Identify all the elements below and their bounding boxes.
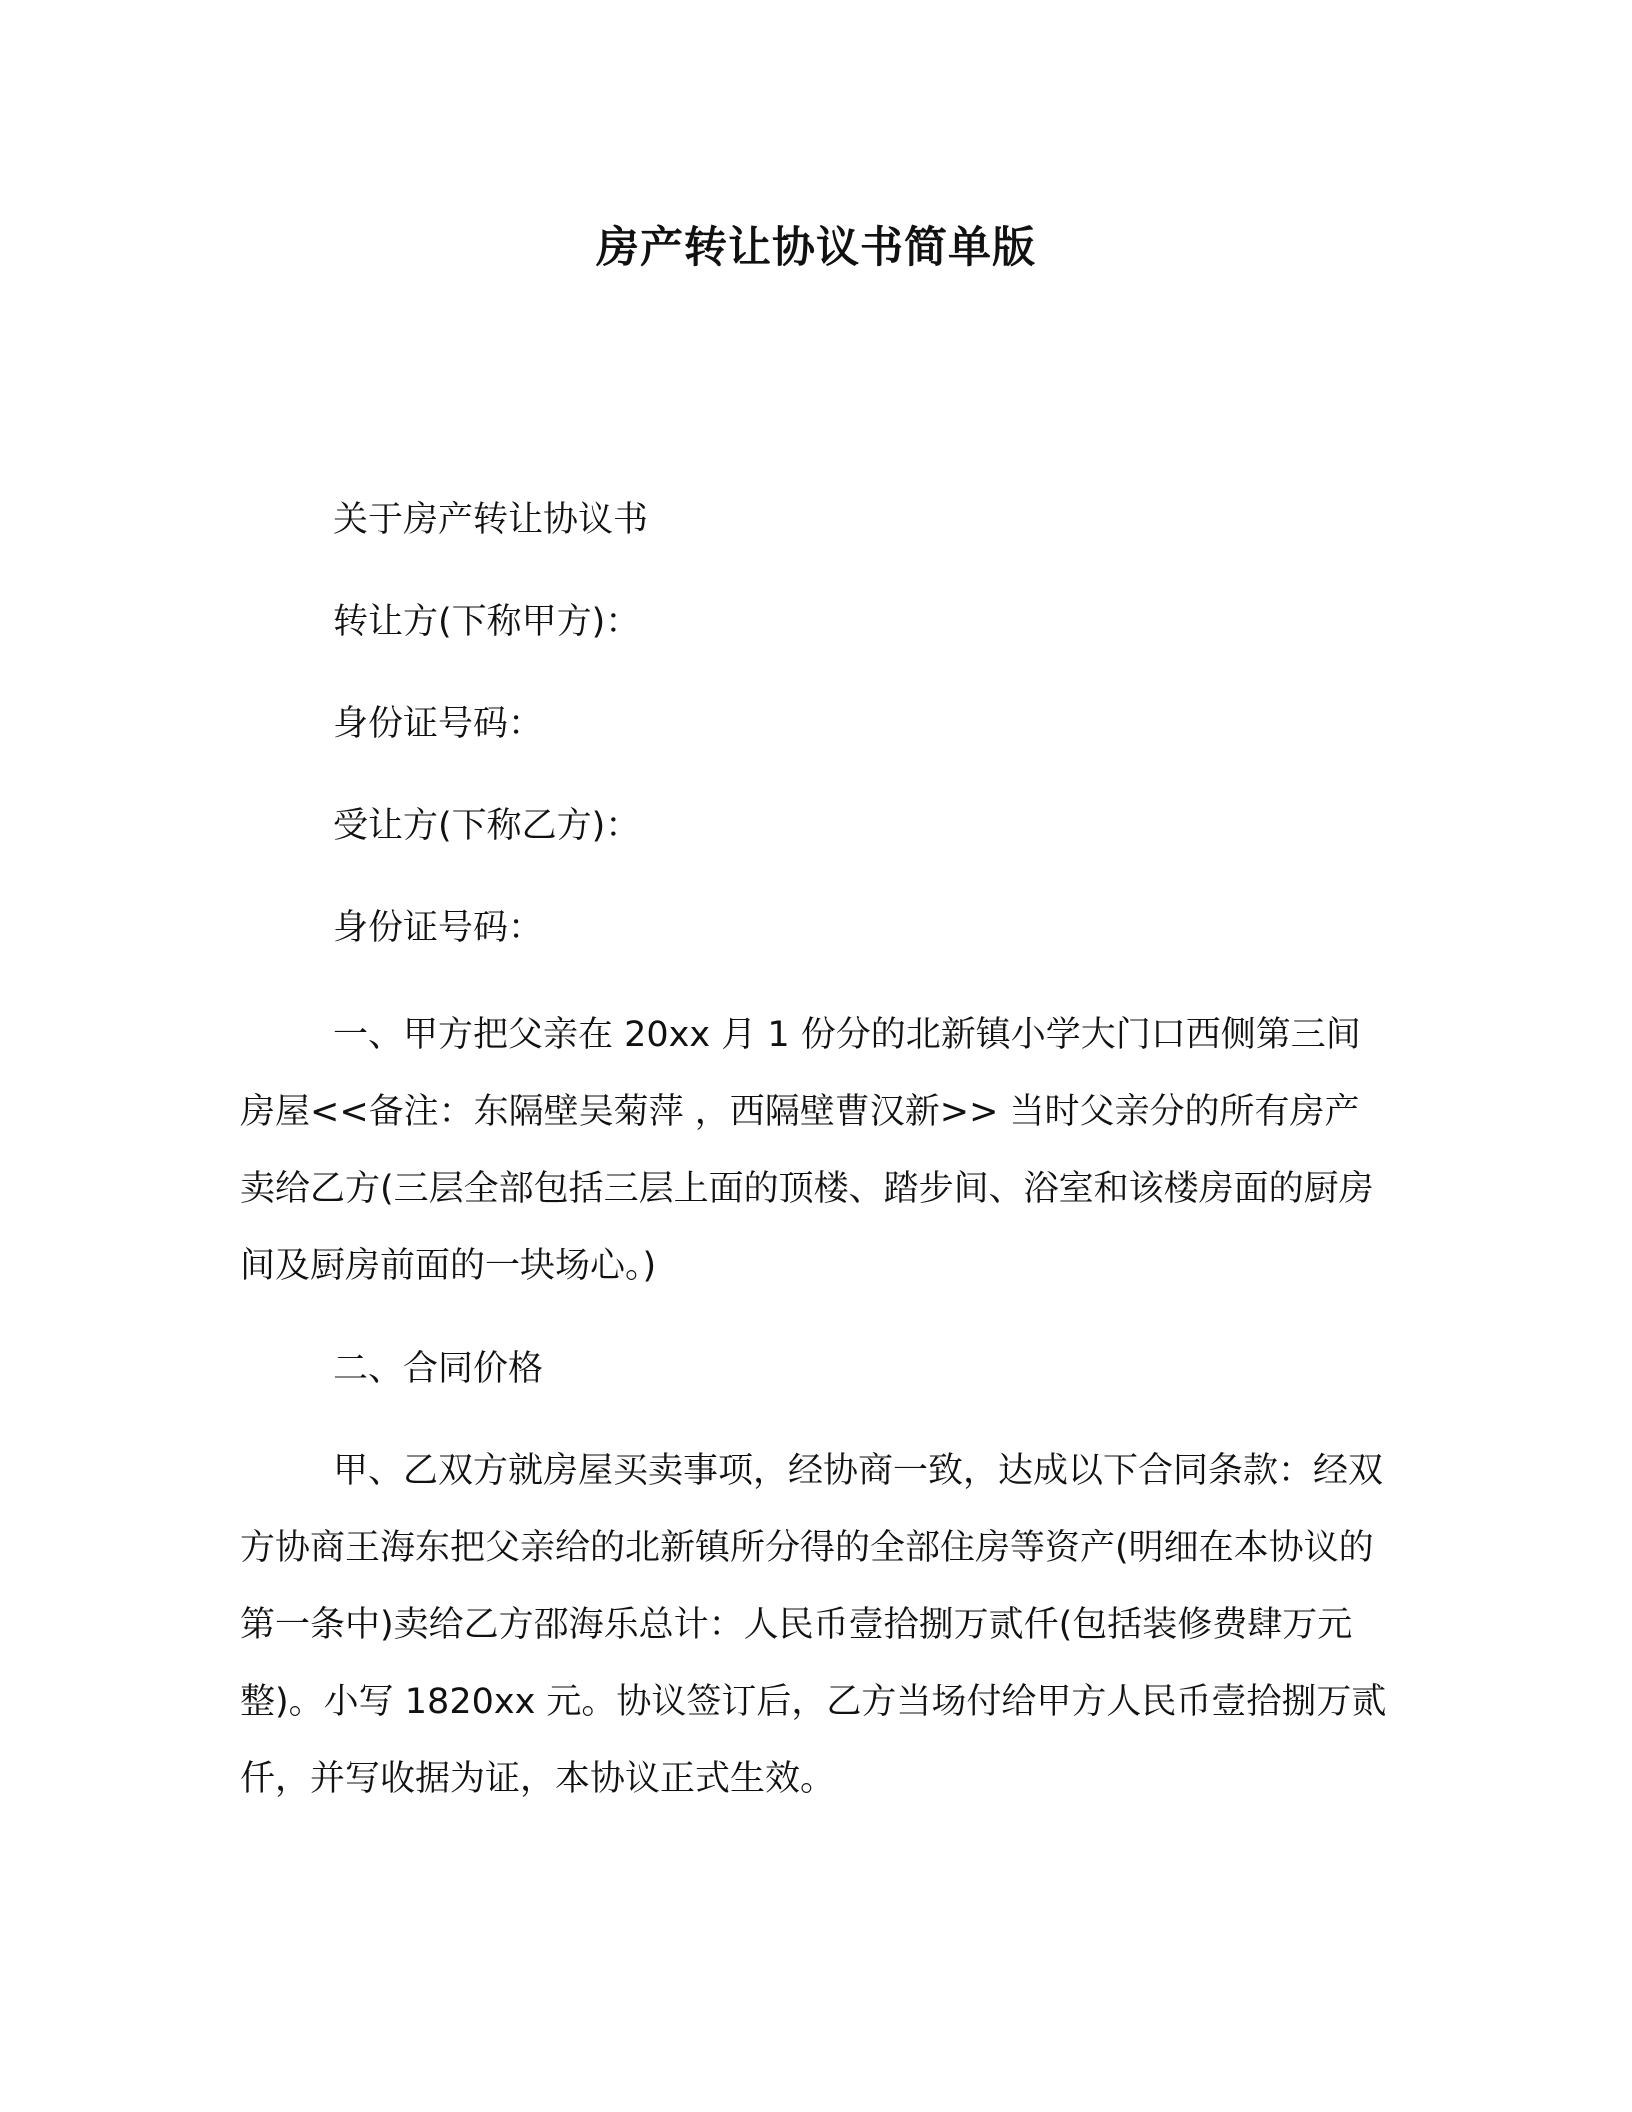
transferee-label: 受让方(下称乙方)：	[333, 806, 641, 846]
clause-2-heading: 二、合同价格	[333, 1349, 544, 1389]
clause-1-text: 一、甲方把父亲在 20xx 月 1 份分的北新镇小学大门口西侧第三间房屋<<备注：东隔壁吴菊萍 ，西隔壁曹汉新>> 当时父亲分的所有房产卖给乙方(三层全部包括三层上面的顶楼、踏步间、浴室和该楼房面的厨房间及厨房前面的一块场心。)	[240, 1015, 1374, 1286]
agreement-heading: 关于房产转让协议书	[333, 500, 649, 540]
clause-2-paragraph	[240, 1433, 1390, 1818]
document-title: 房产转让协议书简单版	[596, 223, 1036, 273]
transferor-id-label: 身份证号码：	[333, 704, 544, 744]
transferor-label: 转让方(下称甲方)：	[333, 602, 641, 642]
clause-1-paragraph	[240, 997, 1390, 1305]
clause-2-text: 甲、乙双方就房屋买卖事项，经协商一致，达成以下合同条款：经双方协商王海东把父亲给的北新镇所分得的全部住房等资产(明细在本协议的第一条中)卖给乙方邵海乐总计：人民币壹拾捌万贰仟(包括装修费肆万元整)。小写 1820xx 元。协议签订后，乙方当场付给甲方人民币壹拾捌万贰仟，并写收据为证，本协议正式生效。	[240, 1451, 1387, 1799]
transferee-id-label: 身份证号码：	[333, 908, 544, 948]
